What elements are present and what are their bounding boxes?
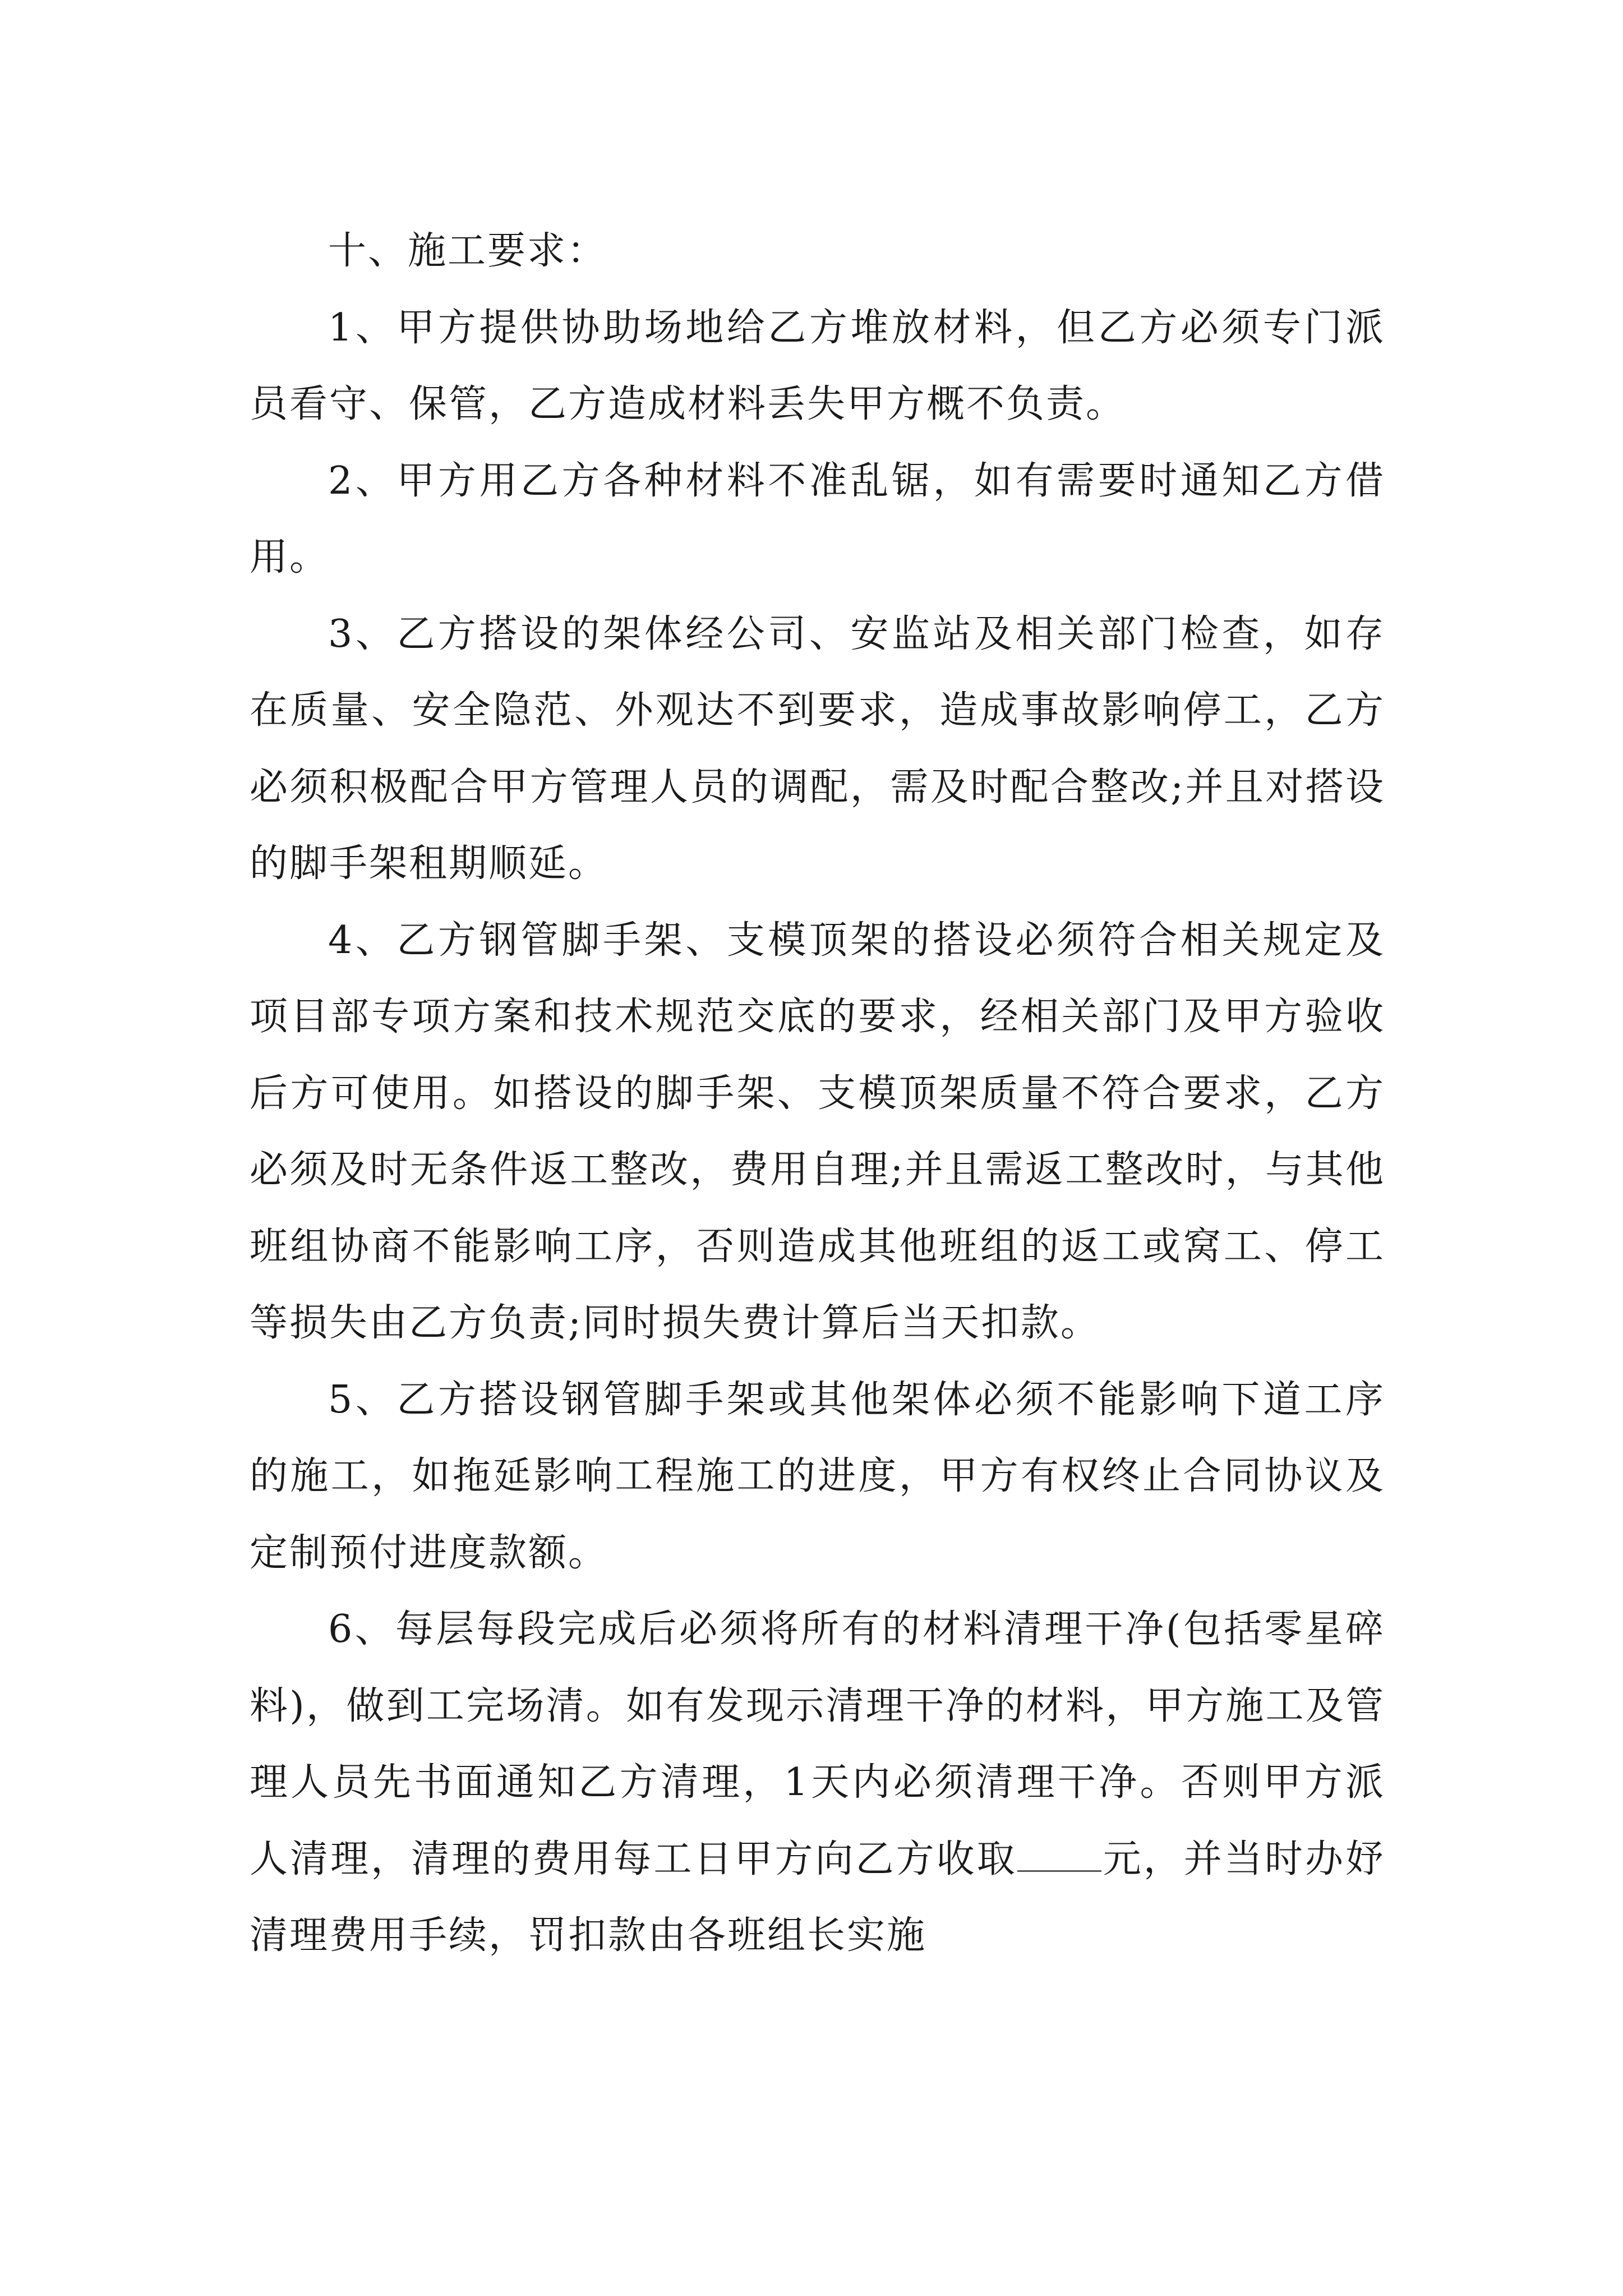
section-heading: 十、施工要求： (328, 229, 607, 273)
paragraph-5: 5、乙方搭设钢管脚手架或其他架体必须不能影响下道工序的施工，如拖延影响工程施工的进度，甲方有权终止合同协议及定制预付进度款额。 (250, 1377, 1385, 1575)
paragraph-6-tail: 元，并当时办妤清理费用手续，罚扣款由各班组长实施 (250, 1837, 1385, 1958)
paragraph-1: 1、甲方提供协助场地给乙方堆放材料，但乙方必须专门派员看守、保管，乙方造成材料丢失甲方概不负责。 (250, 305, 1385, 426)
paragraph-2: 2、甲方用乙方各种材料不准乱锯，如有需要时通知乙方借用。 (250, 458, 1385, 579)
document-body (250, 213, 1385, 1975)
paragraph-4: 4、乙方钢管脚手架、支模顶架的搭设必须符合相关规定及项目部专项方案和技术规范交底的要求，经相关部门及甲方验收后方可使用。如搭设的脚手架、支模顶架质量不符合要求，乙方必须及时无条件返工整改，费用自理;并且需返工整改时，与其他班组协商不能影响工序，否则造成其他班组的返工或窝工、停工等损失由乙方负责;同时损失费计算后当天扣款。 (250, 918, 1385, 1345)
paragraph-6-main: 6、每层每段完成后必须将所有的材料清理干净(包括零星碎料)，做到工完场清。如有发现示清理干净的材料，甲方施工及管理人员先书面通知乙方清理，1天内必须清理干净。否则甲方派人清理，清理的费用每工日甲方向乙方收取 (250, 1607, 1385, 1881)
paragraph-6 (250, 1591, 1385, 1975)
fill-in-blank (1017, 1859, 1101, 1872)
paragraph-3: 3、乙方搭设的架体经公司、安监站及相关部门检查，如存在质量、安全隐范、外观达不到要求，造成事故影响停工，乙方必须积极配合甲方管理人员的调配，需及时配合整改;并且对搭设的脚手架租期顺延。 (250, 611, 1385, 886)
